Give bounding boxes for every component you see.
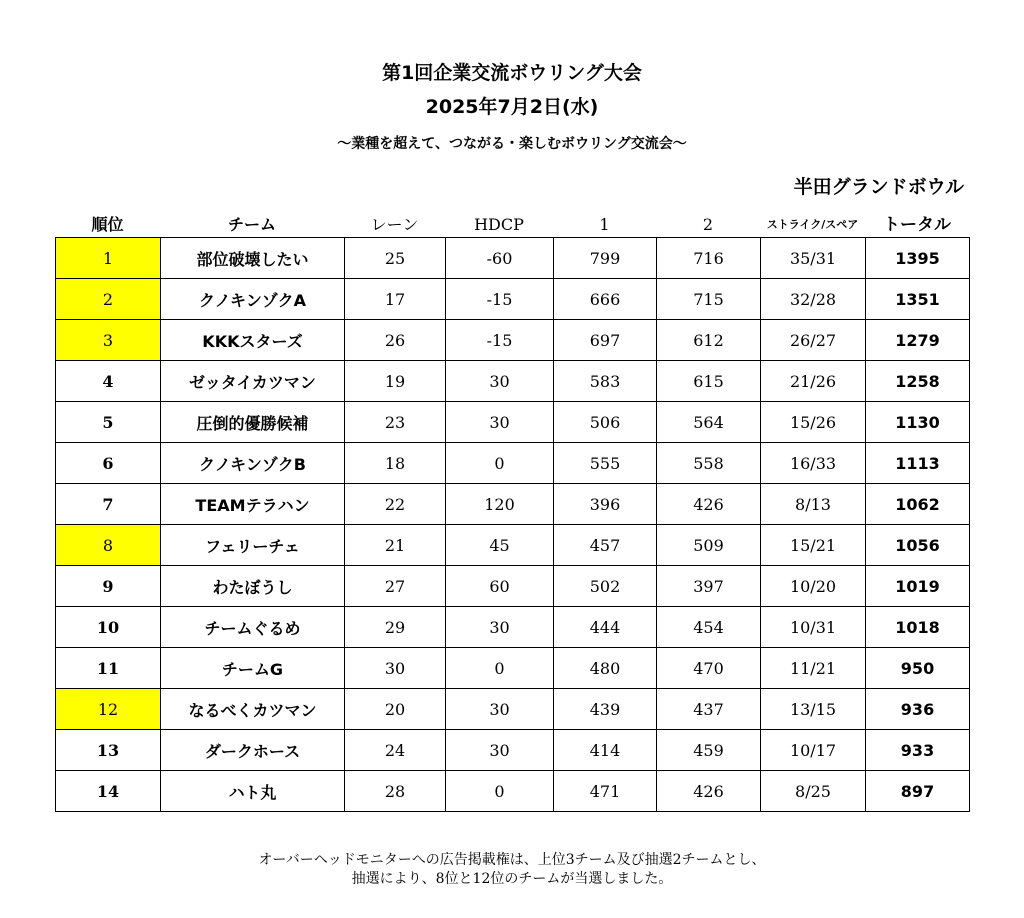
lane-cell: 27 — [345, 566, 446, 607]
game2-cell: 454 — [657, 607, 761, 648]
total-cell: 950 — [866, 648, 970, 689]
game2-cell: 459 — [657, 730, 761, 771]
venue-name: 半田グランドボウル — [793, 176, 964, 198]
lane-cell: 18 — [345, 443, 446, 484]
team-cell: チームG — [161, 648, 345, 689]
hdcp-cell: -60 — [446, 238, 554, 279]
game2-cell: 397 — [657, 566, 761, 607]
rank-cell: 7 — [56, 484, 161, 525]
game2-cell: 437 — [657, 689, 761, 730]
lane-cell: 28 — [345, 771, 446, 812]
lane-cell: 23 — [345, 402, 446, 443]
column-header-team: チーム — [227, 215, 276, 234]
team-cell: なるべくカツマン — [161, 689, 345, 730]
game1-cell: 555 — [554, 443, 657, 484]
game1-cell: 457 — [554, 525, 657, 566]
total-cell: 1130 — [866, 402, 970, 443]
column-header-hdcp: HDCP — [474, 215, 524, 234]
hdcp-cell: 30 — [446, 361, 554, 402]
hdcp-cell: -15 — [446, 320, 554, 361]
strike-spare-cell: 21/26 — [761, 361, 866, 402]
game2-cell: 470 — [657, 648, 761, 689]
team-cell: チームぐるめ — [161, 607, 345, 648]
hdcp-cell: -15 — [446, 279, 554, 320]
game1-cell: 799 — [554, 238, 657, 279]
game1-cell: 506 — [554, 402, 657, 443]
table-row — [56, 771, 970, 812]
team-cell: クノキンゾクB — [161, 443, 345, 484]
hdcp-cell: 0 — [446, 443, 554, 484]
strike-spare-cell: 8/25 — [761, 771, 866, 812]
total-cell: 936 — [866, 689, 970, 730]
team-cell: クノキンゾクA — [161, 279, 345, 320]
game1-cell: 502 — [554, 566, 657, 607]
game1-cell: 471 — [554, 771, 657, 812]
game2-cell: 426 — [657, 771, 761, 812]
total-cell: 1056 — [866, 525, 970, 566]
hdcp-cell: 120 — [446, 484, 554, 525]
rank-cell: 6 — [56, 443, 161, 484]
strike-spare-cell: 10/17 — [761, 730, 866, 771]
rank-cell: 10 — [56, 607, 161, 648]
table-row — [56, 279, 970, 320]
team-cell: わたぼうし — [161, 566, 345, 607]
rank-cell: 1 — [56, 238, 161, 279]
footer-note — [0, 851, 1024, 889]
strike-spare-cell: 15/21 — [761, 525, 866, 566]
rank-cell: 8 — [56, 525, 161, 566]
team-cell: 圧倒的優勝候補 — [161, 402, 345, 443]
team-cell: フェリーチェ — [161, 525, 345, 566]
rank-cell: 9 — [56, 566, 161, 607]
game2-cell: 426 — [657, 484, 761, 525]
hdcp-cell: 60 — [446, 566, 554, 607]
column-header-lane: レーン — [370, 215, 419, 234]
rank-cell: 4 — [56, 361, 161, 402]
lane-cell: 25 — [345, 238, 446, 279]
game1-cell: 439 — [554, 689, 657, 730]
game1-cell: 414 — [554, 730, 657, 771]
lane-cell: 29 — [345, 607, 446, 648]
footer-line-2: 抽選により、8位と12位のチームが当選しました。 — [351, 871, 673, 887]
game1-cell: 480 — [554, 648, 657, 689]
hdcp-cell: 0 — [446, 648, 554, 689]
hdcp-cell: 30 — [446, 402, 554, 443]
table-row — [56, 648, 970, 689]
strike-spare-cell: 10/31 — [761, 607, 866, 648]
lane-cell: 17 — [345, 279, 446, 320]
strike-spare-cell: 35/31 — [761, 238, 866, 279]
table-row — [56, 525, 970, 566]
column-header-strike-spare: ストライク/スペア — [766, 218, 859, 231]
game1-cell: 444 — [554, 607, 657, 648]
team-cell: KKKスターズ — [161, 320, 345, 361]
rank-cell: 3 — [56, 320, 161, 361]
rank-cell: 14 — [56, 771, 161, 812]
game1-cell: 666 — [554, 279, 657, 320]
team-cell: 部位破壊したい — [161, 238, 345, 279]
total-cell: 1113 — [866, 443, 970, 484]
game2-cell: 715 — [657, 279, 761, 320]
column-header-total: トータル — [883, 215, 951, 235]
total-cell: 1258 — [866, 361, 970, 402]
total-cell: 1279 — [866, 320, 970, 361]
table-row — [56, 607, 970, 648]
strike-spare-cell: 10/20 — [761, 566, 866, 607]
table-row — [56, 361, 970, 402]
strike-spare-cell: 8/13 — [761, 484, 866, 525]
team-cell: ゼッタイカツマン — [161, 361, 345, 402]
hdcp-cell: 30 — [446, 607, 554, 648]
team-cell: ダークホース — [161, 730, 345, 771]
results-table — [55, 237, 970, 812]
lane-cell: 20 — [345, 689, 446, 730]
team-cell: ハト丸 — [161, 771, 345, 812]
hdcp-cell: 45 — [446, 525, 554, 566]
team-cell: TEAMテラハン — [161, 484, 345, 525]
game2-cell: 564 — [657, 402, 761, 443]
rank-cell: 13 — [56, 730, 161, 771]
hdcp-cell: 30 — [446, 689, 554, 730]
rank-cell: 12 — [56, 689, 161, 730]
rank-cell: 5 — [56, 402, 161, 443]
total-cell: 897 — [866, 771, 970, 812]
strike-spare-cell: 26/27 — [761, 320, 866, 361]
results-table-body — [56, 238, 970, 812]
lane-cell: 24 — [345, 730, 446, 771]
strike-spare-cell: 11/21 — [761, 648, 866, 689]
total-cell: 1018 — [866, 607, 970, 648]
lane-cell: 26 — [345, 320, 446, 361]
column-header-game2: 2 — [702, 215, 714, 234]
strike-spare-cell: 15/26 — [761, 402, 866, 443]
lane-cell: 19 — [345, 361, 446, 402]
table-row — [56, 402, 970, 443]
table-row — [56, 320, 970, 361]
table-row — [56, 238, 970, 279]
rank-cell: 2 — [56, 279, 161, 320]
rank-cell: 11 — [56, 648, 161, 689]
hdcp-cell: 30 — [446, 730, 554, 771]
game1-cell: 697 — [554, 320, 657, 361]
table-row — [56, 443, 970, 484]
game2-cell: 615 — [657, 361, 761, 402]
footer-line-1: オーバーヘッドモニターへの広告掲載権は、上位3チーム及び抽選2チームとし、 — [258, 852, 766, 868]
game1-cell: 583 — [554, 361, 657, 402]
total-cell: 1062 — [866, 484, 970, 525]
game2-cell: 716 — [657, 238, 761, 279]
column-header-game1: 1 — [599, 215, 610, 234]
table-row — [56, 566, 970, 607]
game1-cell: 396 — [554, 484, 657, 525]
table-row — [56, 730, 970, 771]
lane-cell: 21 — [345, 525, 446, 566]
lane-cell: 22 — [345, 484, 446, 525]
strike-spare-cell: 32/28 — [761, 279, 866, 320]
event-subtitle: ～業種を超えて、つながる・楽しむボウリング交流会～ — [337, 136, 687, 152]
event-title: 第1回企業交流ボウリング大会 — [382, 62, 642, 84]
strike-spare-cell: 13/15 — [761, 689, 866, 730]
game2-cell: 558 — [657, 443, 761, 484]
lane-cell: 30 — [345, 648, 446, 689]
column-header-rank: 順位 — [91, 215, 124, 234]
total-cell: 1351 — [866, 279, 970, 320]
total-cell: 1395 — [866, 238, 970, 279]
event-date: 2025年7月2日(水) — [425, 96, 599, 118]
total-cell: 1019 — [866, 566, 970, 607]
hdcp-cell: 0 — [446, 771, 554, 812]
total-cell: 933 — [866, 730, 970, 771]
table-row — [56, 484, 970, 525]
table-row — [56, 689, 970, 730]
game2-cell: 509 — [657, 525, 761, 566]
game2-cell: 612 — [657, 320, 761, 361]
strike-spare-cell: 16/33 — [761, 443, 866, 484]
